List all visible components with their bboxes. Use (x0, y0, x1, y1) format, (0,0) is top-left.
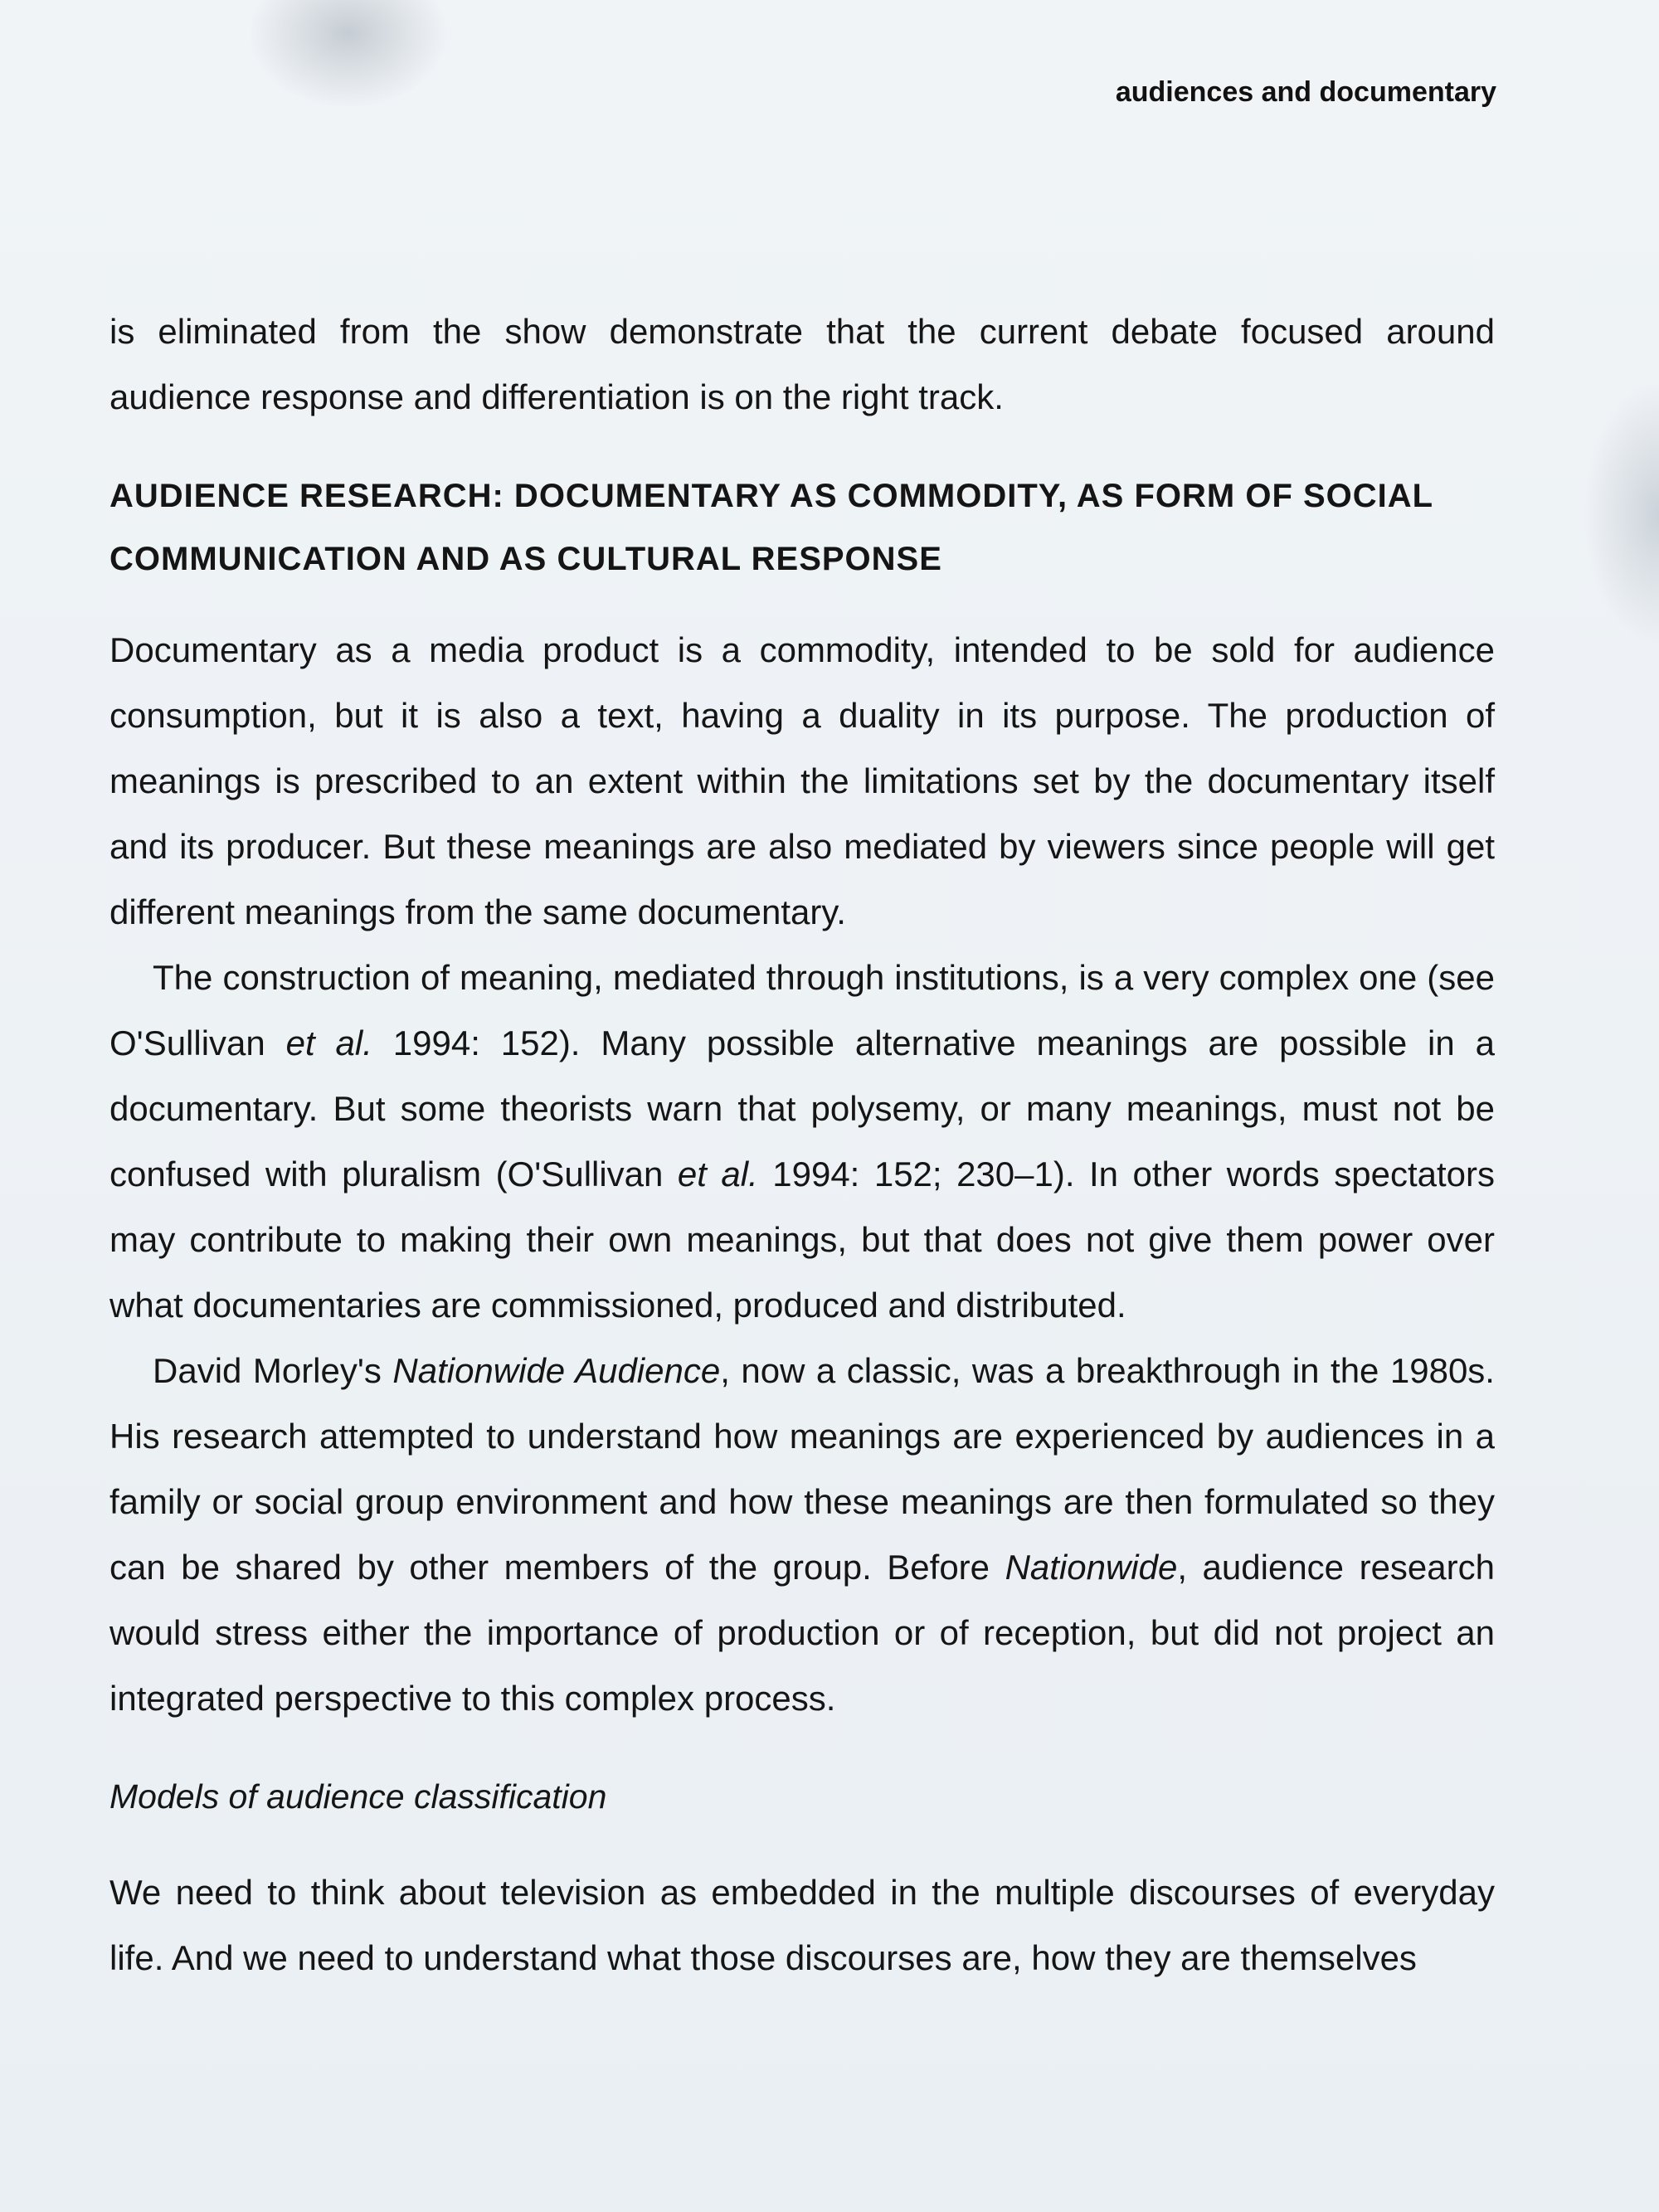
paragraph-morley-nationwide (109, 1338, 1495, 1731)
running-head: audiences and documentary (1115, 76, 1496, 108)
page-content (109, 299, 1495, 1991)
citation-et-al: et al. (285, 1023, 372, 1062)
text-run: David Morley's (153, 1351, 393, 1390)
text-run: , now a classic, was a breakthrough in the 1980s. His research attempted to understand how meanings are experienced by audiences in a family or social group environment and how these meanings are then formulated so they can be shared by other members of the group. Before (109, 1351, 1495, 1587)
paragraph-documentary-commodity: Documentary as a media product is a commodity, intended to be sold for audience consumption, but it is also a text, having a duality in its purpose. The production of meanings is prescribed to an extent within the limitations set by the documentary itself and its producer. But these meanings are also mediated by viewers since people will get different meanings from the same documentary. (109, 630, 1495, 931)
text-run: The construction of meaning, mediated through institutions, is a very complex one (see O'Sullivan (109, 958, 1495, 1062)
subsection-heading: Models of audience classification (109, 1777, 607, 1816)
section-heading: AUDIENCE RESEARCH: DOCUMENTARY AS COMMODITY, AS FORM OF SOCIAL COMMUNICATION AND AS CULTURAL RESPONSE (109, 478, 1433, 577)
text-run: 1994: 152; 230–1). In other words spectators may contribute to making their own meanings, but that does not give them power over what documentaries are commissioned, produced and distributed. (109, 1155, 1495, 1325)
title-nationwide-audience: Nationwide Audience (392, 1351, 721, 1390)
citation-et-al: et al. (677, 1155, 758, 1194)
paragraph-continued: is eliminated from the show demonstrate that the current debate focused around audience response and differentiation is on the right track. (109, 312, 1495, 416)
paragraph-construction-of-meaning (109, 945, 1495, 1338)
paragraph-television-discourses: We need to think about television as embedded in the multiple discourses of everyday life. And we need to understand what those discourses are, how they are themselves (109, 1873, 1495, 1977)
text-run: , audience research would stress either the importance of production or of reception, but did not project an integrated perspective to this complex process. (109, 1548, 1495, 1718)
text-run: 1994: 152). Many possible alternative meanings are possible in a documentary. But some theorists warn that polysemy, or many meanings, must not be confused with pluralism (O'Sullivan (109, 1023, 1495, 1194)
title-nationwide: Nationwide (1005, 1548, 1178, 1587)
